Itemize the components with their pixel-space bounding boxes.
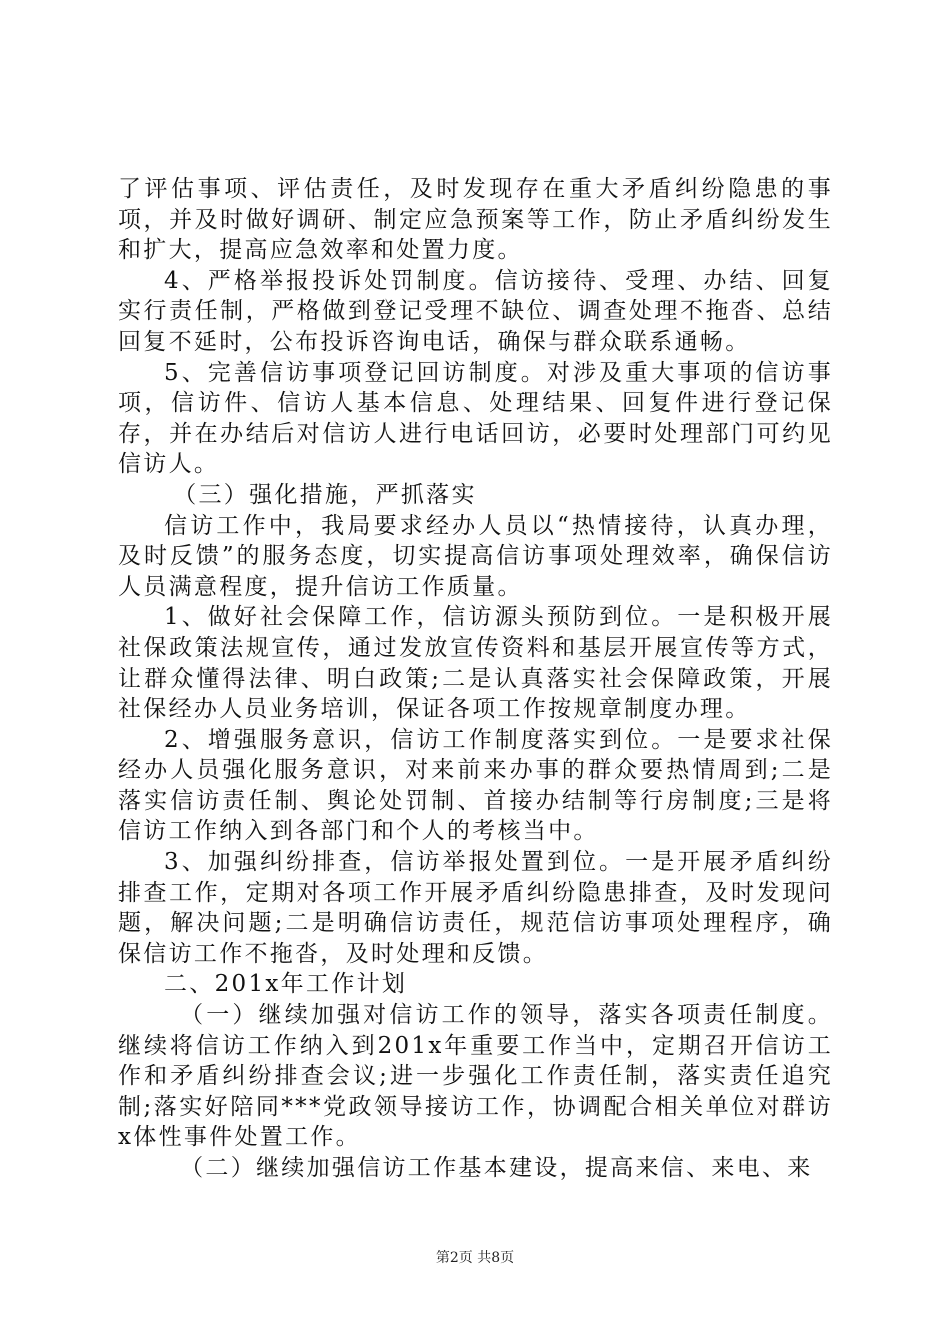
document-body (118, 174, 833, 1184)
page-footer: 第2页 共8页 (435, 1250, 515, 1266)
paragraph: （二）继续加强信访工作基本建设，提高来信、来电、来 (180, 1155, 813, 1181)
section-heading: （三）强化措施，严抓落实 (173, 481, 477, 508)
paragraph: 2、增强服务意识，信访工作制度落实到位。一是要求社保经办人员强化服务意识，对来前来办事的群众要热情周到;二是落实信访责任制、舆论处罚制、首接办结制等行房制度;三是将信访工作纳入到各部门和个人的考核当中。 (118, 726, 833, 845)
paragraph: （一）继续加强对信访工作的领导，落实各项责任制度。继续将信访工作纳入到201x年重要工作当中，定期召开信访工作和矛盾纠纷排查会议;进一步强化工作责任制，落实责任追究制;落实好陪同***党政领导接访工作，协调配合相关单位对群访x体性事件处置工作。 (118, 1002, 833, 1151)
paragraph: 5、完善信访事项登记回访制度。对涉及重大事项的信访事项，信访件、信访人基本信息、处理结果、回复件进行登记保存，并在办结后对信访人进行电话回访，必要时处理部门可约见信访人。 (118, 359, 833, 478)
section-heading: 二、201x年工作计划 (164, 971, 408, 998)
paragraph: 信访工作中，我局要求经办人员以“热情接待，认真办理，及时反馈”的服务态度，切实提高信访事项处理效率，确保信访人员满意程度，提升信访工作质量。 (118, 512, 833, 600)
paragraph: 1、做好社会保障工作，信访源头预防到位。一是积极开展社保政策法规宣传，通过发放宣传资料和基层开展宣传等方式，让群众懂得法律、明白政策;二是认真落实社会保障政策，开展社保经办人员业务培训，保证各项工作按规章制度办理。 (118, 604, 833, 723)
paragraph: 3、加强纠纷排查，信访举报处置到位。一是开展矛盾纠纷排查工作，定期对各项工作开展矛盾纠纷隐患排查，及时发现问题，解决问题;二是明确信访责任，规范信访事项处理程序，确保信访工作不拖沓，及时处理和反馈。 (118, 849, 833, 967)
paragraph: 了评估事项、评估责任，及时发现存在重大矛盾纠纷隐患的事项，并及时做好调研、制定应急预案等工作，防止矛盾纠纷发生和扩大，提高应急效率和处置力度。 (118, 176, 833, 264)
paragraph: 4、严格举报投诉处罚制度。信访接待、受理、办结、回复实行责任制，严格做到登记受理不缺位、调查处理不拖沓、总结回复不延时，公布投诉咨询电话，确保与群众联系通畅。 (118, 267, 833, 355)
